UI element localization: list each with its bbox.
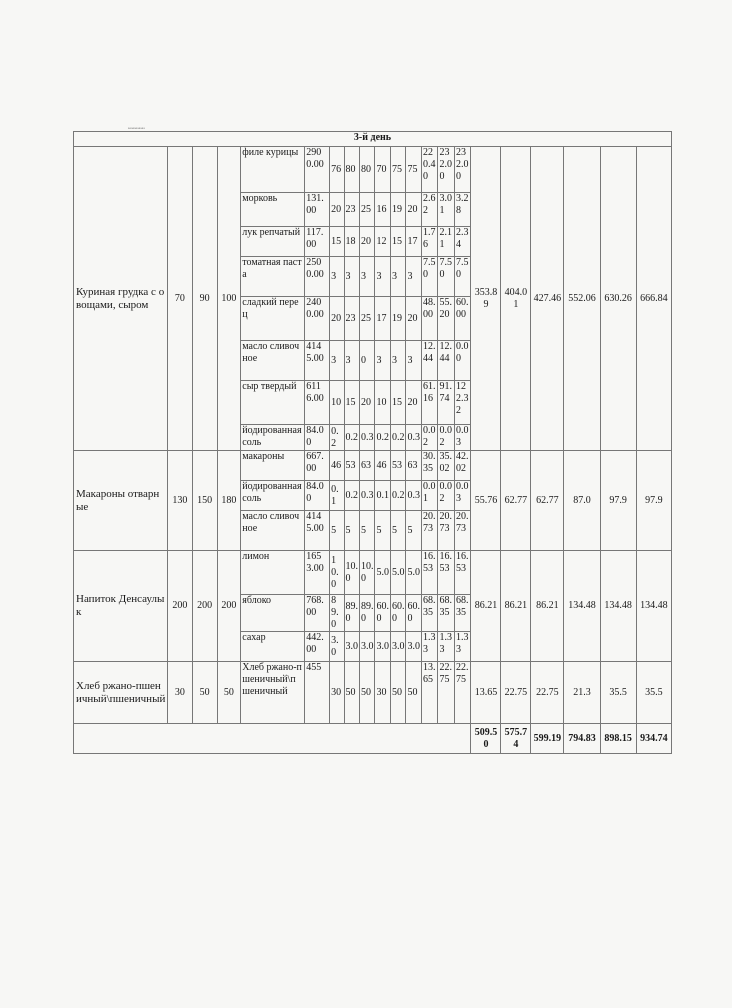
ingredient-qty: 3 [406, 341, 421, 381]
menu-table [73, 131, 672, 754]
ingredient-cost: 7.50 [421, 257, 438, 297]
ingredient-qty: 50 [360, 662, 375, 724]
dish-total: 62.77 [531, 451, 564, 551]
ingredient-qty: 3 [390, 341, 405, 381]
ingredient-qty: 3.0 [375, 632, 390, 662]
dish-total: 134.48 [564, 551, 600, 662]
ingredient-qty: 5 [375, 511, 390, 551]
dish-total: 134.48 [636, 551, 671, 662]
ingredient-qty: 5 [406, 511, 421, 551]
ingredient-cost: 16.53 [421, 551, 438, 595]
ingredient-qty: 15 [330, 227, 344, 257]
portion-2: 50 [192, 662, 217, 724]
ingredient-name: томатная паста [241, 257, 305, 297]
dish-total: 21.3 [564, 662, 600, 724]
portion-3: 50 [217, 662, 241, 724]
ingredient-name: лук репчатый [241, 227, 305, 257]
ingredient-cost: 0.01 [421, 481, 438, 511]
dish-total: 87.0 [564, 451, 600, 551]
dish-name: Напиток Денсаулык [74, 551, 168, 662]
ingredient-cost: 22.75 [438, 662, 455, 724]
ingredient-cost: 42.02 [454, 451, 471, 481]
ingredient-qty: 20 [406, 297, 421, 341]
ingredient-qty: 76 [330, 147, 344, 193]
ingredient-cost: 2.34 [454, 227, 471, 257]
dish-total: 86.21 [501, 551, 531, 662]
ingredient-qty: 20 [360, 227, 375, 257]
blank-cell [74, 724, 471, 754]
dish-name: Хлеб ржано-пшеничный\пшеничный [74, 662, 168, 724]
dish-total: 404.01 [501, 147, 531, 451]
ingredient-qty: 89.0 [330, 595, 344, 632]
ingredient-qty: 10 [375, 381, 390, 425]
ingredient-cost: 60.00 [454, 297, 471, 341]
ingredient-qty: 25 [360, 297, 375, 341]
ingredient-row [74, 451, 672, 481]
ingredient-qty: 3 [375, 257, 390, 297]
dish-total: 353.89 [471, 147, 501, 451]
ingredient-qty: 10 [330, 381, 344, 425]
grand-total: 599.19 [531, 724, 564, 754]
ingredient-qty: 30 [330, 662, 344, 724]
dish-total: 97.9 [600, 451, 636, 551]
ingredient-qty: 3.0 [406, 632, 421, 662]
ingredient-qty: 89.0 [344, 595, 359, 632]
ingredient-qty: 20 [330, 297, 344, 341]
ingredient-qty: 0.3 [360, 425, 375, 451]
ingredient-qty: 15 [390, 227, 405, 257]
ingredient-qty: 18 [344, 227, 359, 257]
ingredient-price: 1653.00 [305, 551, 330, 595]
ingredient-qty: 16 [375, 193, 390, 227]
portion-2: 200 [192, 551, 217, 662]
ingredient-qty: 20 [360, 381, 375, 425]
dish-total: 630.26 [600, 147, 636, 451]
ingredient-cost: 7.50 [438, 257, 455, 297]
ingredient-name: морковь [241, 193, 305, 227]
ingredient-qty: 0.3 [360, 481, 375, 511]
ingredient-qty: 50 [406, 662, 421, 724]
ingredient-cost: 1.76 [421, 227, 438, 257]
ingredient-price: 2500.00 [305, 257, 330, 297]
ingredient-cost: 22.75 [454, 662, 471, 724]
ingredient-cost: 68.35 [421, 595, 438, 632]
ingredient-qty: 3.0 [360, 632, 375, 662]
ingredient-qty: 3.0 [344, 632, 359, 662]
ingredient-qty: 0.2 [344, 425, 359, 451]
ingredient-price: 667.00 [305, 451, 330, 481]
ingredient-cost: 2.11 [438, 227, 455, 257]
ingredient-price: 768.00 [305, 595, 330, 632]
grand-total: 575.74 [501, 724, 531, 754]
ingredient-qty: 0.2 [330, 425, 344, 451]
ingredient-qty: 0.2 [375, 425, 390, 451]
ingredient-cost: 0.03 [454, 425, 471, 451]
dish-total: 22.75 [531, 662, 564, 724]
ingredient-qty: 5 [390, 511, 405, 551]
ingredient-cost: 12.44 [421, 341, 438, 381]
ingredient-qty: 0.3 [406, 425, 421, 451]
grand-total: 509.50 [471, 724, 501, 754]
ingredient-row [74, 551, 672, 595]
ingredient-price: 4145.00 [305, 511, 330, 551]
dish-total: 134.48 [600, 551, 636, 662]
ingredient-qty: 46 [330, 451, 344, 481]
ingredient-cost: 220.40 [421, 147, 438, 193]
ingredient-cost: 30.35 [421, 451, 438, 481]
ingredient-qty: 3 [390, 257, 405, 297]
ingredient-qty: 0.2 [344, 481, 359, 511]
ingredient-cost: 61.16 [421, 381, 438, 425]
ingredient-cost: 68.35 [454, 595, 471, 632]
ingredient-cost: 1.33 [421, 632, 438, 662]
ingredient-qty: 19 [390, 193, 405, 227]
ingredient-cost: 20.73 [421, 511, 438, 551]
portion-3: 180 [217, 451, 241, 551]
ingredient-qty: 63 [360, 451, 375, 481]
ingredient-cost: 0.02 [421, 425, 438, 451]
portion-2: 90 [192, 147, 217, 451]
ingredient-row [74, 147, 672, 193]
ingredient-price: 442.00 [305, 632, 330, 662]
portion-3: 100 [217, 147, 241, 451]
ingredient-cost: 232.00 [454, 147, 471, 193]
ingredient-cost: 7.50 [454, 257, 471, 297]
ingredient-qty: 17 [406, 227, 421, 257]
ingredient-cost: 0.02 [438, 481, 455, 511]
ingredient-qty: 3.0 [330, 632, 344, 662]
dish-total: 666.84 [636, 147, 671, 451]
ingredient-qty: 5.0 [390, 551, 405, 595]
dish-total: 35.5 [600, 662, 636, 724]
ingredient-cost: 13.65 [421, 662, 438, 724]
grand-total-row [74, 724, 672, 754]
ingredient-cost: 0.02 [438, 425, 455, 451]
ingredient-qty: 3.0 [390, 632, 405, 662]
ingredient-cost: 3.28 [454, 193, 471, 227]
ingredient-name: масло сливочное [241, 341, 305, 381]
dish-total: 22.75 [501, 662, 531, 724]
ingredient-qty: 60.0 [406, 595, 421, 632]
portion-1: 130 [167, 451, 192, 551]
ingredient-qty: 0.2 [390, 425, 405, 451]
ingredient-qty: 50 [390, 662, 405, 724]
ingredient-price: 2400.00 [305, 297, 330, 341]
ingredient-qty: 10.0 [330, 551, 344, 595]
dish-total: 55.76 [471, 451, 501, 551]
ingredient-qty: 20 [406, 381, 421, 425]
ingredient-cost: 232.00 [438, 147, 455, 193]
ingredient-qty: 70 [375, 147, 390, 193]
ingredient-cost: 68.35 [438, 595, 455, 632]
ingredient-qty: 89.0 [360, 595, 375, 632]
header-mark: ааааааааааа [128, 126, 145, 130]
grand-total: 934.74 [636, 724, 671, 754]
grand-total: 794.83 [564, 724, 600, 754]
portion-2: 150 [192, 451, 217, 551]
ingredient-cost: 122.32 [454, 381, 471, 425]
ingredient-qty: 80 [344, 147, 359, 193]
ingredient-row [74, 662, 672, 724]
portion-1: 70 [167, 147, 192, 451]
ingredient-name: сыр твердый [241, 381, 305, 425]
dish-total: 97.9 [636, 451, 671, 551]
ingredient-qty: 0.2 [390, 481, 405, 511]
ingredient-qty: 23 [344, 193, 359, 227]
ingredient-qty: 5 [330, 511, 344, 551]
ingredient-price: 117.00 [305, 227, 330, 257]
ingredient-qty: 5.0 [375, 551, 390, 595]
ingredient-price: 84.00 [305, 425, 330, 451]
ingredient-cost: 1.33 [454, 632, 471, 662]
ingredient-cost: 55.20 [438, 297, 455, 341]
ingredient-price: 2900.00 [305, 147, 330, 193]
ingredient-qty: 30 [375, 662, 390, 724]
ingredient-qty: 3 [344, 341, 359, 381]
ingredient-cost: 35.02 [438, 451, 455, 481]
ingredient-qty: 50 [344, 662, 359, 724]
ingredient-qty: 3 [406, 257, 421, 297]
ingredient-qty: 3 [330, 341, 344, 381]
ingredient-qty: 80 [360, 147, 375, 193]
ingredient-qty: 3 [375, 341, 390, 381]
ingredient-name: сахар [241, 632, 305, 662]
ingredient-cost: 0.00 [454, 341, 471, 381]
ingredient-cost: 0.03 [454, 481, 471, 511]
ingredient-qty: 23 [344, 297, 359, 341]
ingredient-name: йодированная соль [241, 425, 305, 451]
dish-total: 86.21 [471, 551, 501, 662]
ingredient-name: филе курицы [241, 147, 305, 193]
ingredient-qty: 25 [360, 193, 375, 227]
ingredient-cost: 16.53 [438, 551, 455, 595]
ingredient-price: 84.00 [305, 481, 330, 511]
dish-total: 86.21 [531, 551, 564, 662]
ingredient-price: 4145.00 [305, 341, 330, 381]
portion-1: 200 [167, 551, 192, 662]
ingredient-qty: 0.3 [406, 481, 421, 511]
ingredient-cost: 1.33 [438, 632, 455, 662]
day-title: 3-й день [74, 132, 672, 147]
ingredient-name: Хлеб ржано-пшеничный\пшеничный [241, 662, 305, 724]
ingredient-cost: 16.53 [454, 551, 471, 595]
ingredient-cost: 48.00 [421, 297, 438, 341]
grand-total: 898.15 [600, 724, 636, 754]
ingredient-qty: 19 [390, 297, 405, 341]
dish-total: 13.65 [471, 662, 501, 724]
ingredient-qty: 53 [390, 451, 405, 481]
ingredient-qty: 15 [344, 381, 359, 425]
ingredient-cost: 2.62 [421, 193, 438, 227]
ingredient-price: 455 [305, 662, 330, 724]
ingredient-qty: 5 [360, 511, 375, 551]
ingredient-qty: 3 [330, 257, 344, 297]
ingredient-qty: 5 [344, 511, 359, 551]
ingredient-cost: 91.74 [438, 381, 455, 425]
ingredient-cost: 3.01 [438, 193, 455, 227]
portion-1: 30 [167, 662, 192, 724]
ingredient-price: 131.00 [305, 193, 330, 227]
ingredient-qty: 0.1 [330, 481, 344, 511]
ingredient-qty: 75 [390, 147, 405, 193]
ingredient-qty: 53 [344, 451, 359, 481]
ingredient-qty: 3 [360, 257, 375, 297]
ingredient-qty: 10.0 [360, 551, 375, 595]
dish-name: Макароны отварные [74, 451, 168, 551]
dish-total: 62.77 [501, 451, 531, 551]
ingredient-name: сладкий перец [241, 297, 305, 341]
dish-total: 552.06 [564, 147, 600, 451]
ingredient-qty: 0.1 [375, 481, 390, 511]
ingredient-qty: 10.0 [344, 551, 359, 595]
dish-name: Куриная грудка с овощами, сыром [74, 147, 168, 451]
ingredient-qty: 75 [406, 147, 421, 193]
ingredient-cost: 12.44 [438, 341, 455, 381]
ingredient-name: йодированная соль [241, 481, 305, 511]
ingredient-qty: 20 [406, 193, 421, 227]
ingredient-qty: 3 [344, 257, 359, 297]
ingredient-qty: 17 [375, 297, 390, 341]
dish-total: 427.46 [531, 147, 564, 451]
ingredient-name: масло сливочное [241, 511, 305, 551]
ingredient-name: лимон [241, 551, 305, 595]
ingredient-qty: 5.0 [406, 551, 421, 595]
ingredient-name: яблоко [241, 595, 305, 632]
ingredient-name: макароны [241, 451, 305, 481]
ingredient-qty: 63 [406, 451, 421, 481]
dish-total: 35.5 [636, 662, 671, 724]
ingredient-qty: 60.0 [375, 595, 390, 632]
ingredient-cost: 20.73 [438, 511, 455, 551]
ingredient-qty: 46 [375, 451, 390, 481]
ingredient-qty: 0 [360, 341, 375, 381]
ingredient-qty: 20 [330, 193, 344, 227]
ingredient-qty: 60.0 [390, 595, 405, 632]
ingredient-price: 6116.00 [305, 381, 330, 425]
ingredient-qty: 15 [390, 381, 405, 425]
ingredient-qty: 12 [375, 227, 390, 257]
ingredient-cost: 20.73 [454, 511, 471, 551]
portion-3: 200 [217, 551, 241, 662]
